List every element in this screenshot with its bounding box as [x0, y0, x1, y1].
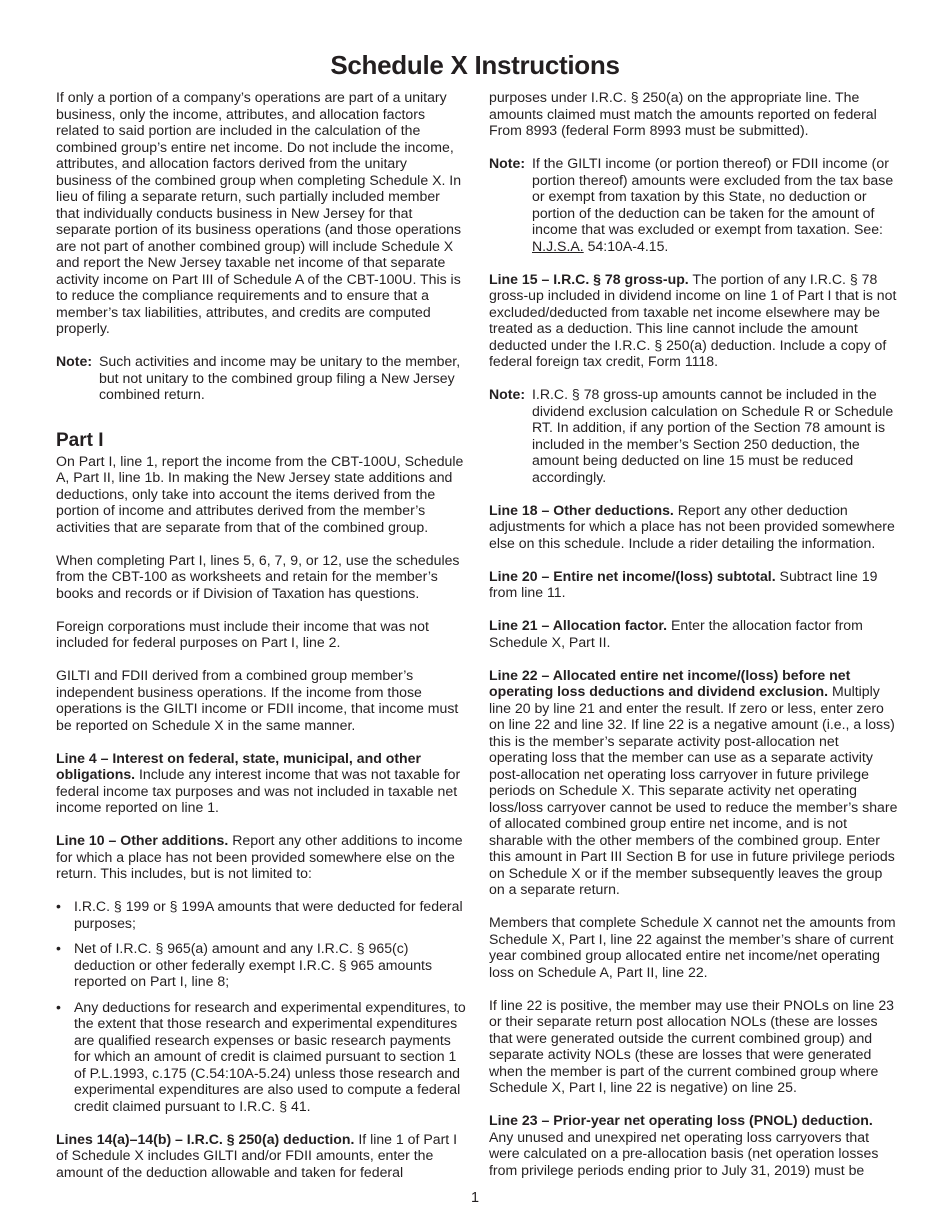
bullet-icon: •	[56, 940, 61, 956]
line-22-heading: Line 22 – Allocated entire net income/(loss) before net operating loss deductions and dividend exclusion.	[489, 666, 851, 699]
intro-paragraph: If only a portion of a company’s operations are part of a unitary business, only the income, attributes, and allocation factors related to said portion are included in the calculation of the combined group’s entire net income. Do not include the income, attributes, and allocation factors derived from the unitary business of the combined group when completing Schedule X. In lieu of filing a separate return, such partially included member that individually conducts business in New Jersey for that separate portion of its business operations (and those operations are not part of another combined group) will include Schedule X and report the New Jersey taxable net income of that separate activity income on Part III of Schedule A of the CBT-100U. This is to reduce the compliance requirements and to ensure that a member’s tax liabilities, attributes, and credits are computed properly.	[56, 89, 462, 336]
line-14-text: If line 1 of Part I of Schedule X includes GILTI and/or FDII amounts, enter the amount of the deduction allowable and taken for federal	[56, 1130, 458, 1180]
list-item: • Net of I.R.C. § 965(a) amount and any I.R.C. § 965(c) deduction or other federally exempt I.R.C. § 965 amounts reported on Part I, line 8;	[56, 940, 433, 989]
line-10-instruction	[56, 832, 466, 882]
line-10-heading: Line 10 – Other additions.	[56, 832, 229, 848]
members-paragraph: Members that complete Schedule X cannot net the amounts from Schedule X, Part I, line 22 against the member’s share of current year combined group allocated entire net income/net operating loss on Schedule A, Part II, line 22.	[489, 914, 896, 980]
page-number: 1	[470, 1190, 480, 1206]
line-23-heading: Line 23 – Prior-year net operating loss (PNOL) deduction.	[489, 1112, 873, 1128]
part-i-paragraph-2: When completing Part I, lines 5, 6, 7, 9, or 12, use the schedules from the CBT-100 as worksheets and retain for the member’s books and records or if Division of Taxation has questions.	[56, 551, 460, 601]
note-gilti-fdii	[489, 155, 899, 254]
line-22-instruction	[489, 667, 899, 898]
bullet-icon: •	[56, 998, 61, 1015]
list-item: • I.R.C. § 199 or § 199A amounts that were deducted for federal purposes;	[56, 898, 463, 931]
line-23-text: Any unused and unexpired net operating loss carryovers that were calculated on a pre-allocation basis (net operation losses from privilege periods ending prior to July 31, 2019) must be	[489, 1128, 879, 1178]
line-20-instruction	[489, 568, 899, 601]
note-label: Note:	[489, 155, 526, 171]
left-column	[56, 89, 466, 1197]
line-21-heading: Line 21 – Allocation factor.	[489, 617, 668, 633]
line-10-text: Report any other additions to income for which a place has not been provided somewhere else on the return. This includes, but is not limited to:	[56, 832, 463, 881]
page-title: Schedule X Instructions	[330, 50, 620, 80]
line-15-heading: Line 15 – I.R.C. § 78 gross-up.	[489, 270, 689, 287]
line-15-instruction	[489, 271, 899, 370]
statute-citation: N.J.S.A.	[532, 237, 584, 254]
line-14-heading: Lines 14(a)–14(b) – I.R.C. § 250(a) deduction.	[56, 1130, 355, 1147]
part-i-paragraph-1: On Part I, line 1, report the income from the CBT-100U, Schedule A, Part II, line 1b. In making the New Jersey state additions and deductions, only take into account the items derived from the portion of income and attributes derived from the member’s activities that are separate from that of the combined group.	[56, 452, 464, 535]
note-label: Note:	[489, 386, 526, 402]
bullet-icon: •	[56, 898, 61, 914]
note-text: If the GILTI income (or portion thereof) or FDII income (or portion thereof) amounts were excluded from the tax base or exempt from taxation by this State, no deduction or portion of the deduction can be taken for the amount of income that was excluded or exempt from taxation. See: N.J.S.A. 54:10A-4.15.	[532, 155, 894, 254]
line-18-heading: Line 18 – Other deductions.	[489, 501, 674, 518]
line-4-instruction	[56, 750, 466, 816]
part-i-paragraph-3: Foreign corporations must include their income that was not included for federal purposes on Part I, line 2.	[56, 617, 429, 650]
line-21-instruction	[489, 617, 899, 650]
line-21-text: Enter the allocation factor from Schedule X, Part II.	[489, 617, 863, 650]
line-15-text: The portion of any I.R.C. § 78 gross-up included in dividend income on line 1 of Part I that is not excluded/deducted from taxable net income elsewhere may be treated as a deduction. This line cannot include the amount deducted under the I.R.C. § 250(a) deduction. Include a copy of federal foreign tax credit, Form 1118.	[489, 270, 897, 369]
positive-line-22-paragraph: If line 22 is positive, the member may use their PNOLs on line 23 or their separate return post allocation NOLs (these are losses that were generated outside the current combined group) and separate activity NOLs (these are losses that were generated when the member is part of the current combined group where Schedule X, Part I, line 22 is negative) on line 25.	[489, 996, 894, 1095]
line-18-text: Report any other deduction adjustments for which a place has not been provided somewhere else on this schedule. Include a rider detailing the information.	[489, 501, 895, 551]
line-22-text: Multiply line 20 by line 21 and enter the result. If zero or less, enter zero on line 22 and line 32. If line 22 is a negative amount (i.e., a loss) this is the member’s separate activity post-allocation net operating loss that the member can use as a separate activity post-allocation net operating loss carryover in future privilege periods on Schedule X. This separate activity net operating loss/loss carryover cannot be used to reduce the member’s share of allocated combined group entire net income, and is not sharable with the other members of the combined group. Enter this amount in Part III Section B for use in future privilege periods on Schedule X or if the member subsequently leaves the group on a separate return.	[489, 683, 898, 897]
additions-list	[56, 898, 466, 1114]
part-i-heading: Part I	[56, 429, 104, 451]
line-14-continued: purposes under I.R.C. § 250(a) on the appropriate line. The amounts claimed must match the amounts reported on federal From 8993 (federal Form 8993 must be submitted).	[489, 89, 877, 138]
note-text: Such activities and income may be unitary to the member, but not unitary to the combined group filing a New Jersey combined return.	[99, 353, 461, 402]
line-4-text: Include any interest income that was not taxable for federal income tax purposes and was not included in taxable net income reported on line 1.	[56, 766, 461, 815]
note-text: I.R.C. § 78 gross-up amounts cannot be included in the dividend exclusion calculation on Schedule R or Schedule RT. In addition, if any portion of the Section 78 amount is included in the member’s Section 250 deduction, the amount being deducted on line 15 must be reduced accordingly.	[532, 386, 894, 485]
list-item: • Any deductions for research and experimental expenditures, to the extent that those research and experimental expenditures are qualified research expenses or basic research payments for which an amount of credit is claimed pursuant to section 1 of P.L.1993, c.175 (C.54:10A-5.24) unless those research and experimental expenditures are also used to compute a federal credit claimed pursuant to I.R.C. § 41.	[56, 998, 466, 1114]
line-4-heading: Line 4 – Interest on federal, state, municipal, and other obligations.	[56, 749, 421, 782]
note-unitary	[56, 353, 466, 403]
line-20-text: Subtract line 19 from line 11.	[489, 567, 878, 600]
line-14-instruction	[56, 1131, 466, 1181]
line-23-instruction	[489, 1112, 899, 1178]
note-gross-up	[489, 386, 899, 485]
line-20-heading: Line 20 – Entire net income/(loss) subtotal.	[489, 567, 776, 584]
part-i-paragraph-4: GILTI and FDII derived from a combined group member’s independent business operations. If the income from those operations is the GILTI income or FDII income, that income must be reported on Schedule X in the same manner.	[56, 667, 459, 733]
right-column	[489, 89, 899, 1195]
line-18-instruction	[489, 502, 899, 552]
note-label: Note:	[56, 353, 93, 369]
